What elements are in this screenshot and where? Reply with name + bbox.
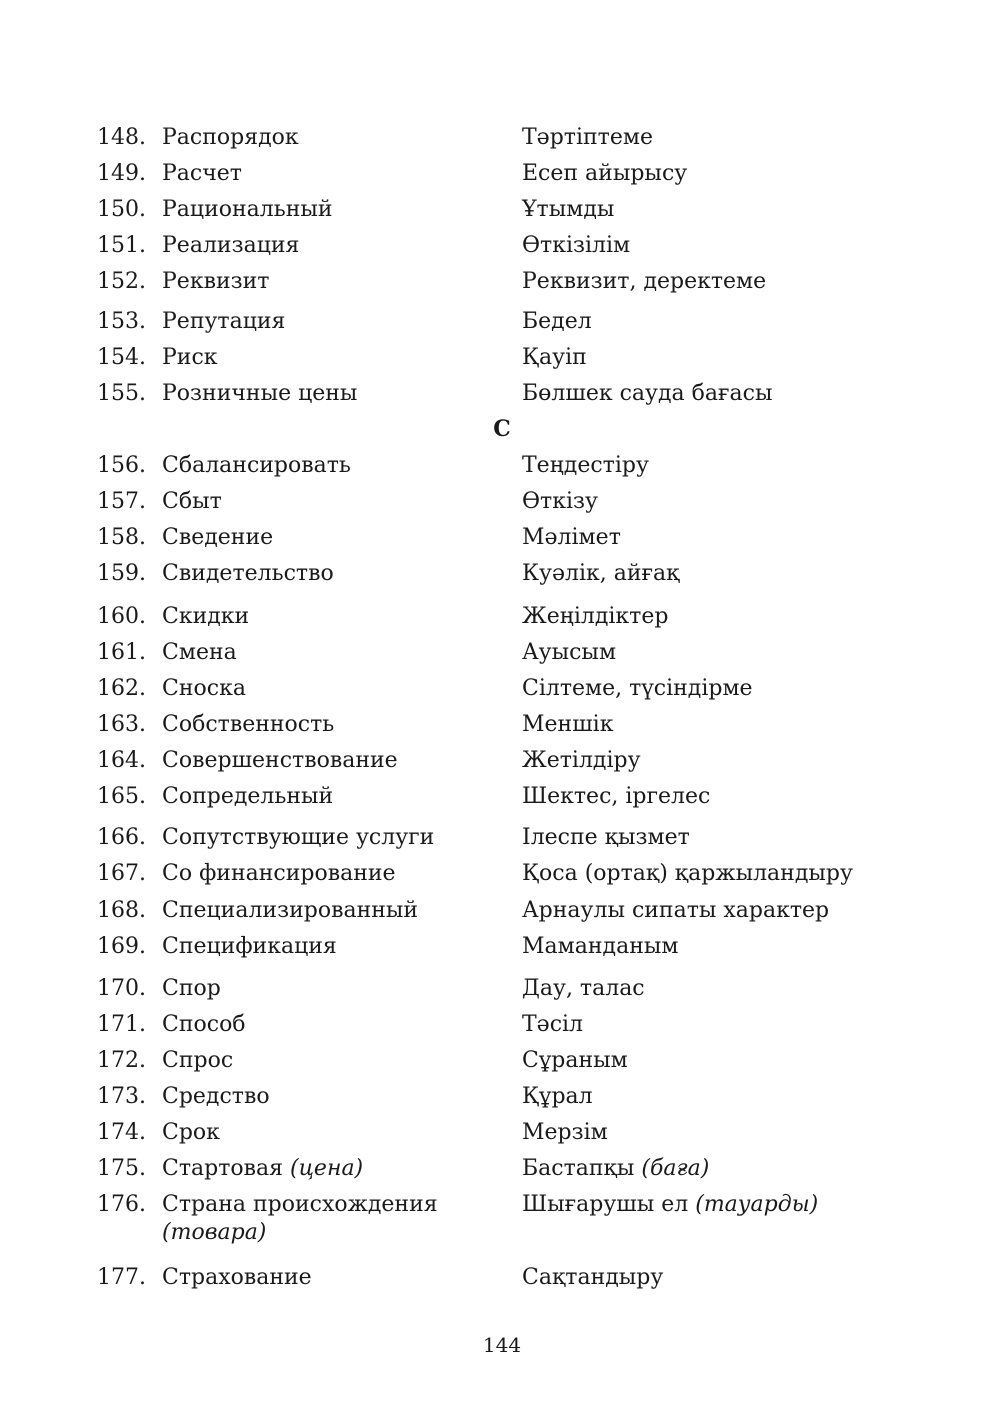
page-number: 144 bbox=[482, 1333, 522, 1357]
section-letter: С bbox=[493, 416, 511, 442]
